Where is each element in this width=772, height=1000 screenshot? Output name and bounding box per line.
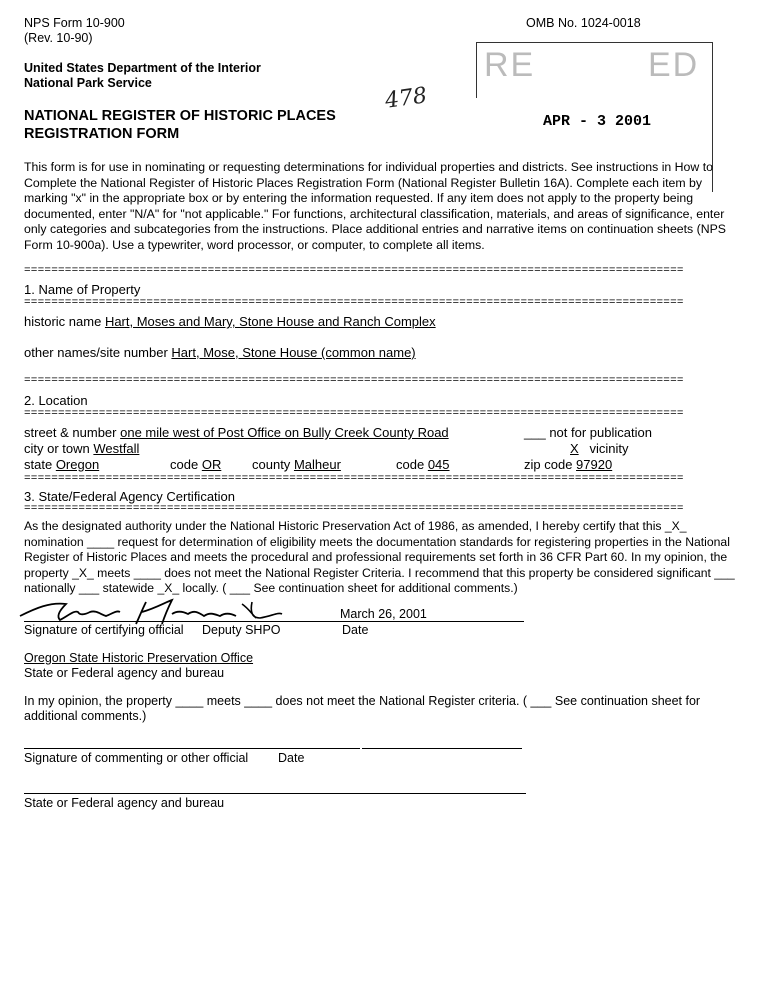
divider: ================================================================================================= (24, 375, 684, 387)
commenting-date-line (362, 748, 522, 749)
opinion-paragraph: In my opinion, the property ____ meets ____ does not meet the National Register criteria. ( ___ See continuation sheet for additional comments.) (24, 694, 701, 723)
form-title-line1: NATIONAL REGISTER OF HISTORIC PLACES (24, 108, 336, 124)
historic-name-label: historic name (24, 314, 102, 329)
signature-line (24, 621, 524, 622)
zip-value: 97920 (576, 457, 613, 472)
form-title-line2: REGISTRATION FORM (24, 126, 180, 142)
agency: National Park Service (24, 76, 152, 90)
stamp-text: RE (484, 46, 536, 84)
instructions-paragraph: This form is for use in nominating or requesting determinations for individual properties and districts. See instructions in How to Complete the National Register of Historic Places Registration Form (National Register Bulletin 16A). Complete each item by marking "x" in the appropriate box or by entering the information requested. If any item does not apply to the property being documented, enter "N/A" for "not applicable." For functions, architectural classification, materials, and areas of significance, enter only categories and subcategories from the instructions. Place additional entries and narrative items on continuation sheets (NPS Form 10-900a). Use a typewriter, word processor, or computer, to complete all items. (24, 160, 726, 252)
street-value: one mile west of Post Office on Bully Creek County Road (120, 425, 449, 440)
divider: ================================================================================================= (24, 503, 684, 515)
zip-field (524, 457, 612, 472)
state-code-value: OR (201, 457, 222, 472)
agency-line (24, 793, 526, 794)
form-number: NPS Form 10-900 (24, 16, 125, 30)
state-label: state (24, 457, 53, 472)
street-row (24, 425, 449, 440)
state-code-label: code (170, 457, 199, 472)
other-names-label: other names/site number (24, 345, 168, 360)
county-field (252, 457, 341, 472)
county-code-value: 045 (427, 457, 450, 472)
signer-title: Deputy SHPO (202, 623, 281, 637)
city-label: city or town (24, 441, 90, 456)
county-code-label: code (396, 457, 425, 472)
other-names-value: Hart, Mose, Stone House (common name) (171, 345, 416, 360)
historic-name-row (24, 314, 436, 329)
certification-paragraph: As the designated authority under the National Historic Preservation Act of 1986, as amended, I hereby certify that this _X_ nomination ____ request for determination of eligibility meets the documentation standards for registering properties in the National Register of Historic Places and meets the procedural and professional requirements set forth in 36 CFR Part 60. In my opinion, the property _X_ meets ____ does not meet the National Register Criteria. I recommend that this property be considered significant ___ nationally ___ statewide _X_ locally. ( ___ See continuation sheet for additional comments.) (24, 519, 735, 595)
commenting-date-label: Date (278, 751, 305, 765)
signature-label: Signature of certifying official (24, 623, 184, 637)
commenting-signature-line (24, 748, 360, 749)
stamp-date: APR - 3 2001 (543, 113, 652, 130)
form-revision: (Rev. 10-90) (24, 31, 93, 45)
stamp-text-2: ED (648, 46, 700, 84)
state-value: Oregon (55, 457, 100, 472)
vicinity-label: vicinity (589, 441, 629, 456)
other-names-row (24, 345, 416, 360)
vicinity-mark: X (570, 441, 579, 456)
state-code-field (170, 457, 221, 472)
state-field (24, 457, 99, 472)
handwritten-number: 478 (383, 83, 429, 114)
agency-value: Oregon State Historic Preservation Office (24, 651, 254, 665)
city-row (24, 441, 139, 456)
divider: ================================================================================================= (24, 297, 684, 309)
omb-number: OMB No. 1024-0018 (526, 16, 641, 30)
commenting-official-label: Signature of commenting or other official (24, 751, 249, 765)
section1-heading: 1. Name of Property (24, 282, 141, 297)
street-label: street & number (24, 425, 117, 440)
agency-label: State or Federal agency and bureau (24, 666, 225, 680)
county-code-field (396, 457, 450, 472)
signature-date-label: Date (342, 623, 369, 637)
divider: ================================================================================================= (24, 408, 684, 420)
city-value: Westfall (93, 441, 140, 456)
divider: ================================================================================================= (24, 265, 684, 277)
department: United States Department of the Interior (24, 61, 261, 75)
county-value: Malheur (293, 457, 341, 472)
county-label: county (252, 457, 291, 472)
agency-label-2: State or Federal agency and bureau (24, 796, 225, 810)
not-for-publication (524, 425, 652, 440)
not-for-publication-label: not for publication (549, 425, 652, 440)
zip-label: zip code (524, 457, 573, 472)
signature-date: March 26, 2001 (340, 607, 427, 621)
divider: ================================================================================================= (24, 473, 684, 485)
vicinity (570, 441, 629, 456)
section3-heading: 3. State/Federal Agency Certification (24, 489, 236, 504)
historic-name-value: Hart, Moses and Mary, Stone House and Ranch Complex (104, 314, 436, 329)
not-for-publication-mark: ___ (524, 425, 546, 440)
section2-heading: 2. Location (24, 393, 88, 408)
